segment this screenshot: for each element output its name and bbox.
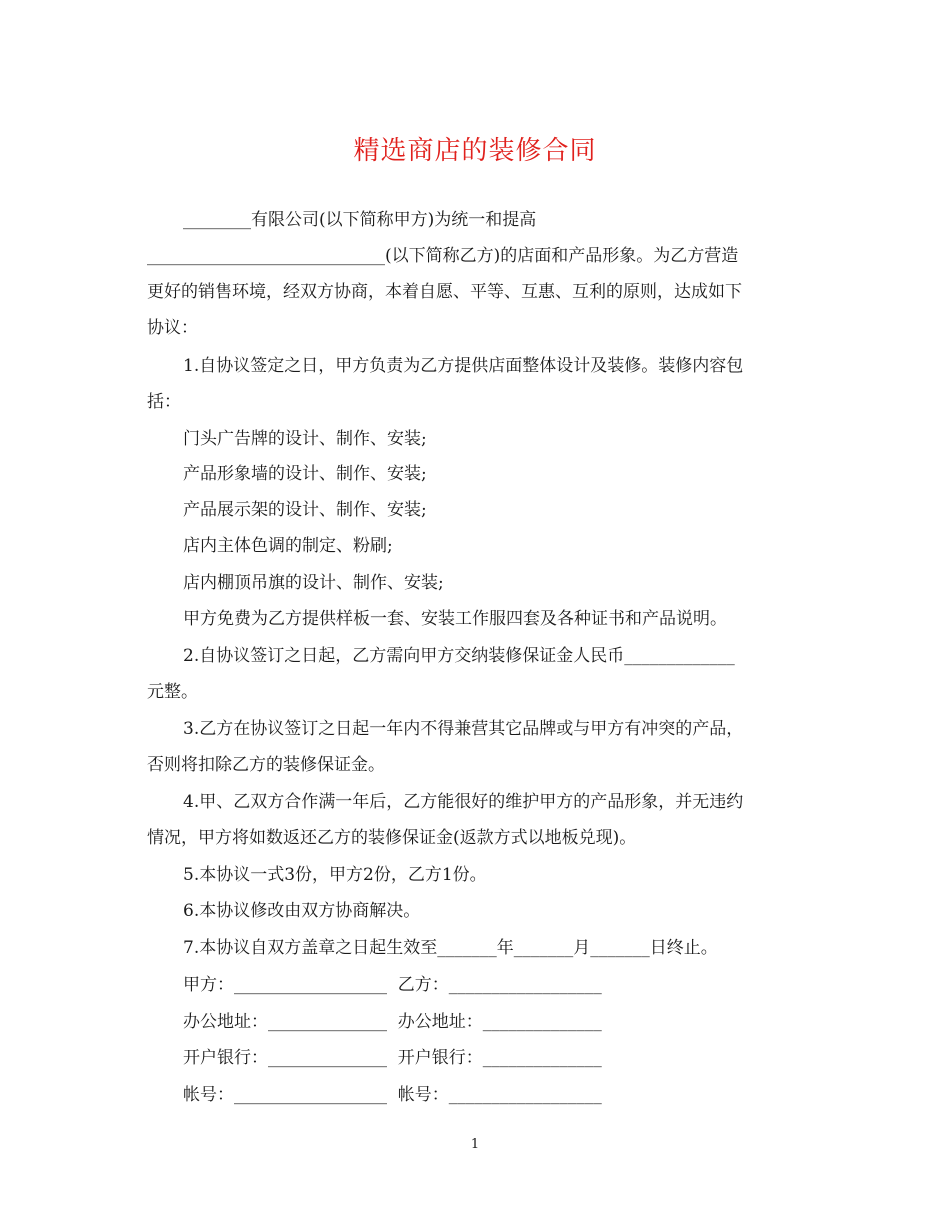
list-item: 店内棚顶吊旗的设计、制作、安装;	[183, 573, 444, 593]
list-item: 产品形象墙的设计、制作、安装;	[183, 464, 427, 484]
intro-line-4: 协议：	[147, 318, 198, 338]
document-title: 精选商店的装修合同	[353, 136, 597, 166]
signature-line-address: 办公地址：______________ 办公地址：______________	[183, 1012, 602, 1032]
list-item: 门头广告牌的设计、制作、安装;	[183, 429, 427, 449]
clause-2-line-1: 2.自协议签订之日起，乙方需向甲方交纳装修保证金人民币_____________	[183, 646, 735, 666]
list-item: 店内主体色调的制定、粉刷;	[183, 536, 393, 556]
clause-3-line-2: 否则将扣除乙方的装修保证金。	[147, 755, 385, 775]
page-number: 1	[470, 1137, 480, 1152]
list-item: 产品展示架的设计、制作、安装;	[183, 500, 427, 520]
clause-3-line-1: 3.乙方在协议签订之日起一年内不得兼营其它品牌或与甲方有冲突的产品，	[183, 719, 744, 739]
intro-line-2: ____________________________(以下简称乙方)的店面和产品形象。为乙方营造	[147, 246, 739, 266]
signature-line-bank: 开户银行：______________ 开户银行：______________	[183, 1048, 602, 1068]
clause-4-line-1: 4.甲、乙双方合作满一年后，乙方能很好的维护甲方的产品形象，并无违约	[183, 792, 744, 812]
clause-7: 7.本协议自双方盖章之日起生效至_______年_______月_______日终止。	[183, 938, 718, 958]
intro-line-1: ________有限公司(以下简称甲方)为统一和提高	[183, 210, 537, 230]
clause-6: 6.本协议修改由双方协商解决。	[183, 901, 421, 921]
signature-line-party: 甲方：__________________ 乙方：__________________	[183, 975, 602, 995]
signature-line-account: 帐号：__________________ 帐号：__________________	[183, 1085, 602, 1105]
intro-line-3: 更好的销售环境，经双方协商，本着自愿、平等、互惠、互利的原则，达成如下	[147, 282, 742, 302]
clause-5: 5.本协议一式3份，甲方2份，乙方1份。	[183, 865, 487, 885]
clause-4-line-2: 情况，甲方将如数返还乙方的装修保证金(返款方式以地板兑现)。	[147, 828, 637, 848]
list-item: 甲方免费为乙方提供样板一套、安装工作服四套及各种证书和产品说明。	[183, 609, 727, 629]
clause-1-line-1: 1.自协议签定之日，甲方负责为乙方提供店面整体设计及装修。装修内容包	[183, 356, 744, 376]
clause-1-line-2: 括：	[147, 392, 181, 412]
clause-2-line-2: 元整。	[147, 682, 198, 702]
